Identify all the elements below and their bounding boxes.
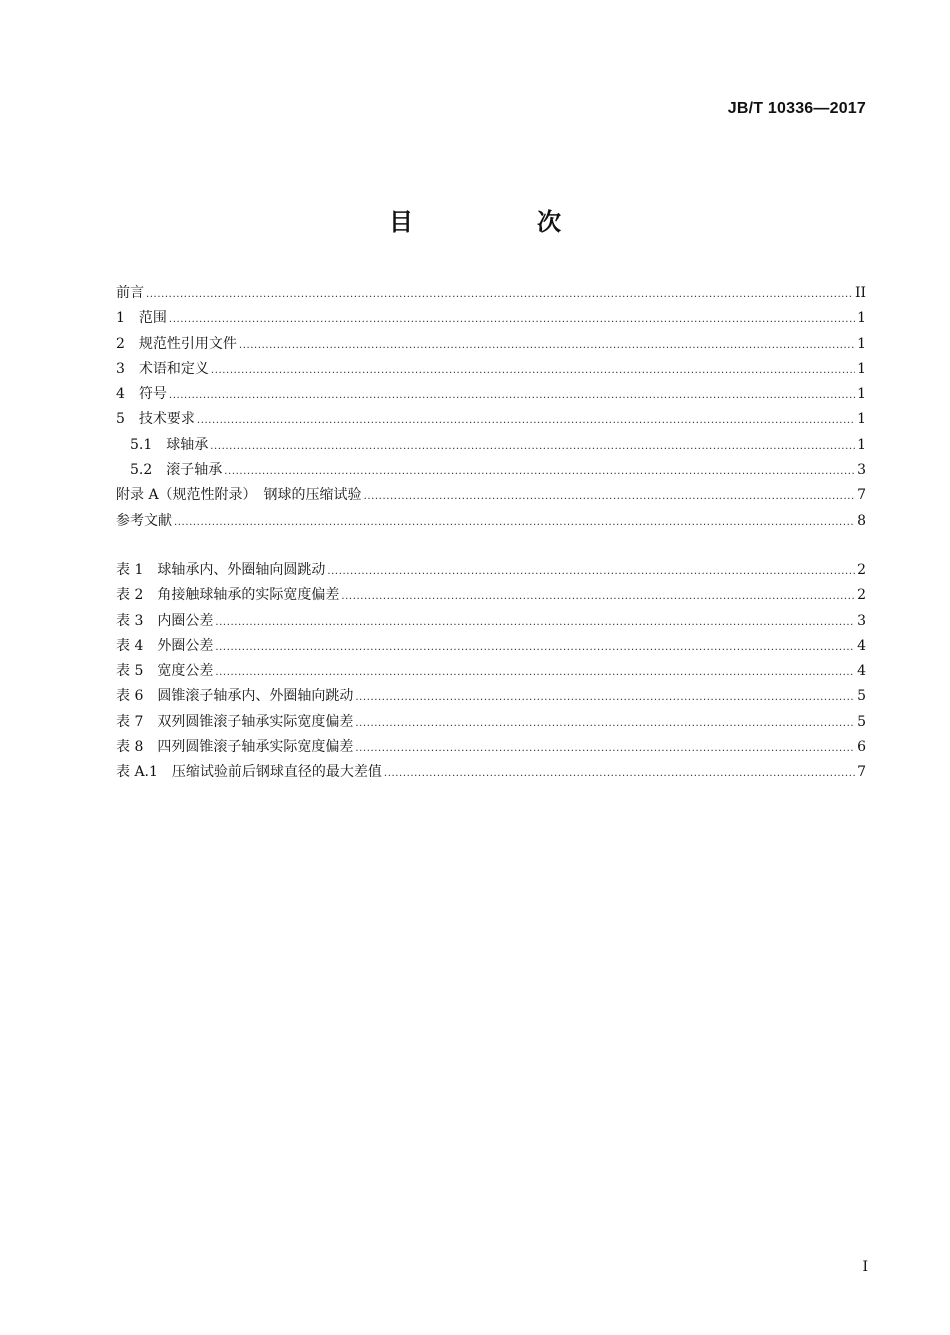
leader-dots [169,314,855,325]
toc-entry-page: 1 [857,436,866,453]
leader-dots [215,667,855,678]
toc-entry[interactable] [116,333,866,358]
table-entry-label: 表 4 外圈公差 [116,637,214,654]
table-entry[interactable] [116,559,866,584]
table-entry[interactable] [116,584,866,609]
leader-dots [355,718,855,729]
toc-entry-label: 4 符号 [116,386,167,403]
table-entry[interactable] [116,711,866,736]
toc-entry-label: 参考文献 [116,512,172,529]
leader-dots [355,743,855,754]
toc-entry[interactable] [116,383,866,408]
standard-code: JB/T 10336—2017 [727,100,866,117]
toc-entry-page: 1 [857,310,866,327]
toc-entry-label: 5.1 球轴承 [130,436,209,453]
leader-dots [210,441,855,452]
table-entry-page: 7 [857,764,866,781]
table-entry-label: 表 1 球轴承内、外圈轴向圆跳动 [116,562,326,578]
toc-subentry[interactable] [116,459,866,484]
leader-dots [197,415,855,426]
leader-dots [341,591,855,602]
table-entry-page: 5 [857,688,866,705]
toc-entry-page: II [854,285,866,301]
table-entry-page: 5 [857,713,866,730]
table-entry-label: 表 6 圆锥滚子轴承内、外圈轴向跳动 [116,688,354,705]
table-entry[interactable] [116,736,866,761]
toc-list [116,282,866,535]
toc-subentry[interactable] [116,434,866,459]
toc-entry-label: 1 范围 [116,310,167,327]
table-entry-label: 表 5 宽度公差 [116,663,214,680]
toc-entry-label: 5 技术要求 [116,411,195,428]
leader-dots [384,768,855,779]
table-entry[interactable] [116,761,866,786]
leader-dots [364,491,856,502]
toc-entry-page: 3 [857,462,866,479]
toc-entry-page: 1 [857,386,866,403]
table-entry[interactable] [116,660,866,685]
table-entry-label: 表 2 角接触球轴承的实际宽度偏差 [116,587,340,604]
table-entry-label: 表 7 双列圆锥滚子轴承实际宽度偏差 [116,713,354,730]
table-entry-label: 表 3 内圈公差 [116,612,214,629]
toc-entry[interactable] [116,358,866,383]
table-entry[interactable] [116,685,866,710]
table-entry-label: 表 8 四列圆锥滚子轴承实际宽度偏差 [116,739,354,756]
toc-entry-label: 附录 A（规范性附录） 钢球的压缩试验 [116,487,362,504]
table-entry-page: 3 [857,612,866,629]
leader-dots [146,289,853,300]
leader-dots [224,466,855,477]
table-entry-page: 4 [857,637,866,654]
leader-dots [215,617,855,628]
leader-dots [211,365,855,376]
table-entry-page: 4 [857,663,866,680]
table-entry-page: 2 [857,562,866,578]
table-entry-label: 表 A.1 压缩试验前后钢球直径的最大差值 [116,764,382,781]
leader-dots [174,517,855,528]
toc-entry[interactable] [116,307,866,332]
table-entry-page: 6 [857,739,866,756]
leader-dots [215,642,855,653]
toc-entry[interactable] [116,484,866,509]
toc-entry-page: 7 [857,487,866,504]
toc-entry-label: 前言 [116,285,144,301]
toc-entry-page: 1 [857,360,866,377]
table-list [116,559,866,787]
leader-dots [169,390,855,401]
table-entry-page: 2 [857,587,866,604]
leader-dots [239,340,855,351]
footer-page-number: I [862,1259,868,1275]
toc-entry-label: 3 术语和定义 [116,360,209,377]
toc-entry[interactable] [116,282,866,307]
toc-entry-label: 2 规范性引用文件 [116,335,237,352]
leader-dots [355,692,855,703]
toc-entry[interactable] [116,408,866,433]
toc-entry-page: 1 [857,335,866,352]
toc-entry[interactable] [116,510,866,535]
leader-dots [327,566,855,577]
toc-entry-page: 8 [857,512,866,529]
page-title: 目 次 [389,208,611,236]
toc-entry-page: 1 [857,411,866,428]
table-entry[interactable] [116,635,866,660]
toc-entry-label: 5.2 滚子轴承 [130,462,223,479]
table-entry[interactable] [116,610,866,635]
